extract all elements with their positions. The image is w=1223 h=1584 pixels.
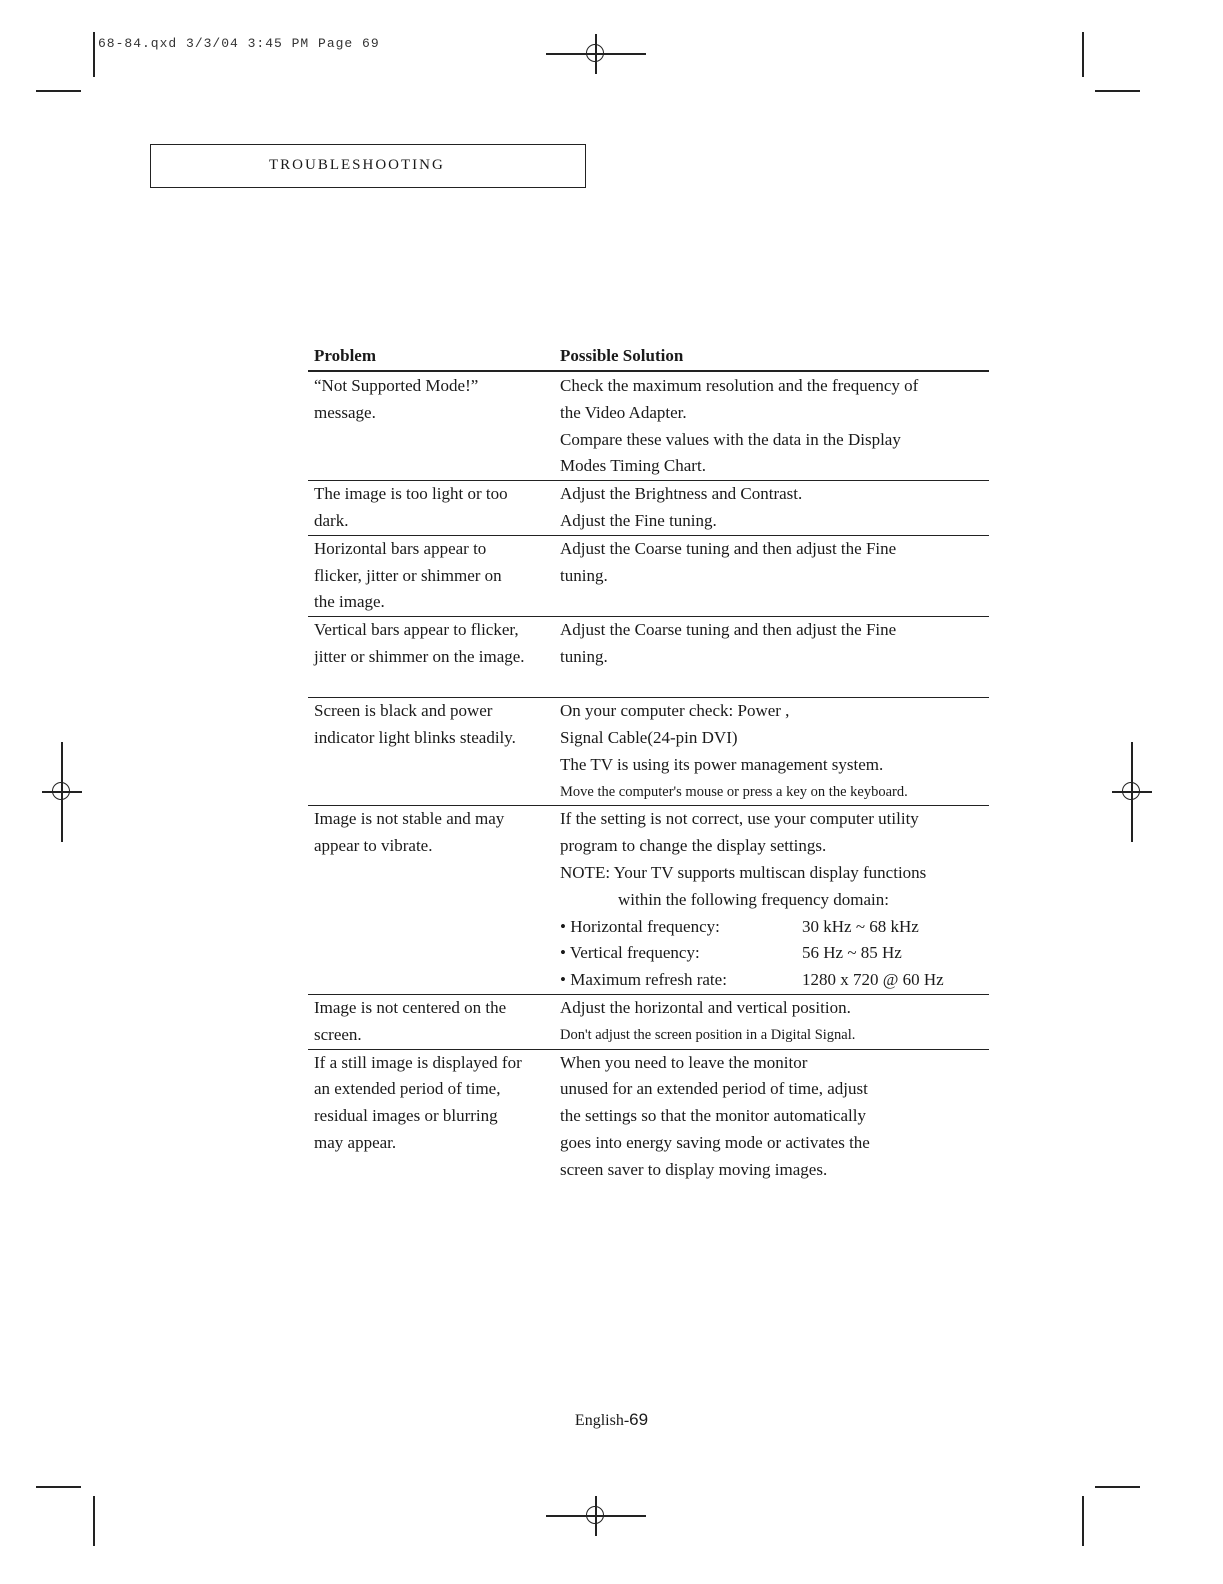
solution-cell — [560, 481, 989, 535]
problem-cell — [308, 806, 560, 994]
solution-line: If the setting is not correct, use your computer utility — [560, 809, 919, 829]
problem-line: dark. — [314, 510, 349, 530]
problem-line: jitter or shimmer on the image. — [314, 646, 525, 666]
solution-line: the Video Adapter. — [560, 402, 687, 422]
solution-line: goes into energy saving mode or activates the — [560, 1132, 870, 1152]
page-number — [0, 1410, 1223, 1430]
solution-line: the settings so that the monitor automatically — [560, 1106, 866, 1126]
problem-cell — [308, 481, 560, 535]
problem-line: may appear. — [314, 1132, 397, 1152]
problem-line: “Not Supported Mode!” — [314, 376, 479, 395]
problem-cell — [308, 995, 560, 1049]
solution-line: The TV is using its power management system. — [560, 754, 884, 774]
problem-cell — [308, 1050, 560, 1184]
crop-mark — [1082, 1496, 1084, 1546]
problem-line: screen. — [314, 1024, 362, 1044]
registration-mark-icon — [1112, 772, 1152, 812]
problem-line: Image is not centered on the — [314, 997, 507, 1017]
frequency-item — [560, 940, 989, 967]
page-number-label: English- — [574, 1412, 630, 1429]
table-row — [308, 1050, 989, 1184]
problem-line: flicker, jitter or shimmer on — [314, 565, 502, 585]
frequency-label: • Vertical frequency: — [560, 943, 700, 963]
print-slug: 68-84.qxd 3/3/04 3:45 PM Page 69 — [98, 36, 380, 51]
crop-mark — [93, 32, 95, 77]
solution-line: When you need to leave the monitor — [560, 1052, 808, 1072]
solution-line: screen saver to display moving images. — [560, 1159, 828, 1179]
problem-line: message. — [314, 402, 376, 422]
solution-cell — [560, 536, 989, 616]
problem-cell — [308, 373, 560, 480]
solution-line: Move the computer's mouse or press a key on the keyboard. — [560, 783, 908, 800]
frequency-value: 30 kHz ~ 68 kHz — [802, 916, 919, 936]
problem-cell — [308, 617, 560, 697]
solution-line: within the following frequency domain: — [618, 889, 889, 909]
solution-line: Adjust the Fine tuning. — [560, 510, 717, 530]
problem-line: Image is not stable and may — [314, 809, 505, 829]
crop-mark — [1082, 32, 1084, 77]
registration-mark-icon — [576, 34, 616, 74]
column-header-problem: Problem — [314, 346, 377, 365]
solution-cell — [560, 806, 989, 994]
crop-mark — [1095, 1486, 1140, 1488]
solution-line: Signal Cable(24-pin DVI) — [560, 727, 738, 747]
problem-line: indicator light blinks steadily. — [314, 727, 516, 747]
frequency-item — [560, 967, 989, 994]
solution-line: tuning. — [560, 565, 608, 585]
page-number-value: 69 — [629, 1410, 649, 1429]
solution-line: Compare these values with the data in the Display — [560, 429, 901, 449]
table-row — [308, 481, 989, 536]
frequency-label: • Horizontal frequency: — [560, 916, 720, 936]
registration-mark-icon — [576, 1496, 616, 1536]
solution-line: Don't adjust the screen position in a Digital Signal. — [560, 1026, 856, 1043]
crop-mark — [36, 1486, 81, 1488]
solution-cell — [560, 373, 989, 480]
solution-line: program to change the display settings. — [560, 836, 827, 856]
frequency-value: 1280 x 720 @ 60 Hz — [802, 970, 944, 990]
problem-line: Horizontal bars appear to — [314, 538, 487, 558]
frequency-value: 56 Hz ~ 85 Hz — [802, 943, 902, 963]
solution-line: Adjust the Brightness and Contrast. — [560, 484, 803, 504]
problem-cell — [308, 698, 560, 805]
problem-line: Vertical bars appear to flicker, — [314, 620, 519, 640]
crop-mark — [36, 90, 81, 92]
table-header — [308, 344, 989, 372]
solution-line: tuning. — [560, 646, 608, 666]
table-row — [308, 372, 989, 481]
crop-mark — [93, 1496, 95, 1546]
table-row — [308, 617, 989, 698]
solution-cell — [560, 995, 989, 1049]
troubleshooting-table — [308, 344, 989, 1184]
problem-line: Screen is black and power — [314, 701, 493, 721]
solution-line: NOTE: Your TV supports multiscan display functions — [560, 862, 927, 882]
table-row — [308, 806, 989, 995]
problem-line: appear to vibrate. — [314, 836, 433, 856]
solution-cell — [560, 617, 989, 697]
section-header — [150, 144, 586, 188]
solution-cell — [560, 1050, 989, 1184]
crop-mark — [1095, 90, 1140, 92]
frequency-label: • Maximum refresh rate: — [560, 970, 727, 990]
frequency-item — [560, 914, 989, 941]
table-row — [308, 995, 989, 1050]
solution-line: Adjust the Coarse tuning and then adjust the Fine — [560, 620, 897, 640]
solution-line: Check the maximum resolution and the frequency of — [560, 376, 919, 395]
problem-line: residual images or blurring — [314, 1106, 498, 1126]
table-row — [308, 698, 989, 806]
column-header-solution: Possible Solution — [560, 346, 684, 365]
solution-line: unused for an extended period of time, adjust — [560, 1079, 868, 1099]
problem-line: the image. — [314, 592, 385, 612]
solution-line: Modes Timing Chart. — [560, 456, 706, 476]
solution-cell — [560, 698, 989, 805]
solution-line: Adjust the horizontal and vertical position. — [560, 997, 851, 1017]
table-row — [308, 536, 989, 617]
problem-line: If a still image is displayed for — [314, 1052, 522, 1072]
page-title: TROUBLESHOOTING — [269, 157, 445, 173]
registration-mark-icon — [42, 772, 82, 812]
solution-line: Adjust the Coarse tuning and then adjust the Fine — [560, 538, 897, 558]
solution-line: On your computer check: Power , — [560, 701, 790, 721]
problem-cell — [308, 536, 560, 616]
problem-line: an extended period of time, — [314, 1079, 501, 1099]
problem-line: The image is too light or too — [314, 484, 508, 504]
